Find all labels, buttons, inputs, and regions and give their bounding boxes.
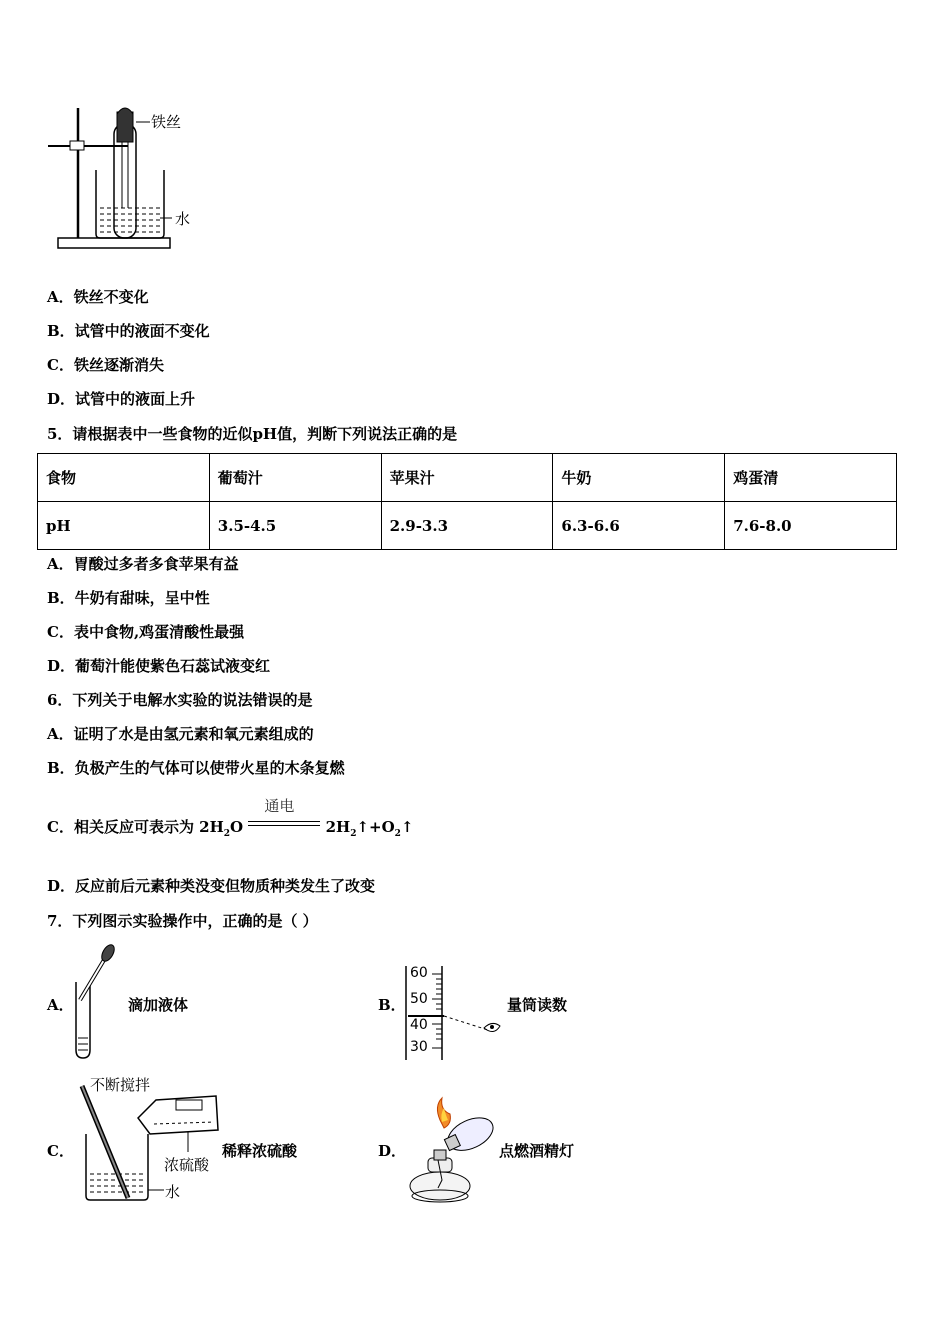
table-cell: 2.9-3.3 bbox=[381, 502, 553, 550]
table-row bbox=[38, 502, 897, 550]
tick-label: 30 bbox=[410, 1039, 428, 1055]
q6-option-d: D．反应前后元素种类没变但物质种类发生了改变 bbox=[47, 877, 376, 895]
q4-option-d: D．试管中的液面上升 bbox=[47, 390, 196, 408]
table-cell: 6.3-6.6 bbox=[553, 502, 725, 550]
q5-stem: 5．请根据表中一些食物的近似pH值，判断下列说法正确的是 bbox=[47, 425, 458, 443]
q4-iron-wire-figure bbox=[40, 100, 210, 255]
q4-option-c: C．铁丝逐渐消失 bbox=[47, 356, 164, 374]
label-keep-stirring: 不断搅拌 bbox=[90, 1076, 151, 1094]
q7-a-figure bbox=[68, 942, 128, 1062]
q7-b-caption: 量筒读数 bbox=[507, 996, 568, 1014]
q6-option-a: A．证明了水是由氢元素和氧元素组成的 bbox=[47, 725, 314, 743]
q5-option-c: C．表中食物,鸡蛋清酸性最强 bbox=[47, 623, 245, 641]
label-iron-wire: 铁丝 bbox=[151, 113, 182, 131]
q4-option-b: B．试管中的液面不变化 bbox=[47, 322, 210, 340]
tick-label: 50 bbox=[410, 991, 428, 1007]
condition-label: 通电 bbox=[264, 797, 295, 815]
q6-option-c bbox=[47, 797, 414, 839]
equation-prefix: C．相关反应可表示为 2H bbox=[47, 818, 224, 836]
reaction-arrow bbox=[248, 797, 320, 835]
table-row bbox=[38, 454, 897, 502]
q5-option-b: B．牛奶有甜味，呈中性 bbox=[47, 589, 210, 607]
q4-option-a: A．铁丝不变化 bbox=[47, 288, 149, 306]
q5-option-a: A．胃酸过多者多食苹果有益 bbox=[47, 555, 239, 573]
q7-a-caption: 滴加液体 bbox=[128, 996, 189, 1014]
q7-d-letter: D． bbox=[378, 1142, 407, 1160]
q7-d-figure bbox=[404, 1096, 504, 1206]
q6-stem: 6．下列关于电解水实验的说法错误的是 bbox=[47, 691, 313, 709]
arrow-up: ↑ bbox=[400, 818, 414, 836]
iron-stand-beaker-illustration bbox=[40, 100, 210, 255]
q7-c-letter: C． bbox=[47, 1142, 74, 1160]
product-o: ↑+O bbox=[356, 818, 395, 836]
tick-label: 60 bbox=[410, 965, 428, 981]
table-cell: 食物 bbox=[38, 454, 210, 502]
table-cell: 牛奶 bbox=[553, 454, 725, 502]
q6-option-b: B．负极产生的气体可以使带火星的木条复燃 bbox=[47, 759, 345, 777]
q7-c-caption: 稀释浓硫酸 bbox=[222, 1142, 298, 1160]
label-water: 水 bbox=[175, 210, 191, 228]
table-cell: pH bbox=[38, 502, 210, 550]
q7-b-figure bbox=[400, 962, 510, 1062]
equation-o: O bbox=[230, 818, 244, 836]
q7-b-letter: B． bbox=[378, 996, 406, 1014]
label-water: 水 bbox=[165, 1183, 181, 1201]
table-cell: 鸡蛋清 bbox=[725, 454, 897, 502]
subscript-2: 2 bbox=[223, 829, 231, 839]
tick-label: 40 bbox=[410, 1017, 428, 1033]
table-cell: 7.6-8.0 bbox=[725, 502, 897, 550]
q5-option-d: D．葡萄汁能使紫色石蕊试液变红 bbox=[47, 657, 271, 675]
subscript-2: 2 bbox=[394, 829, 401, 839]
q7-a-letter: A． bbox=[47, 996, 74, 1014]
q7-stem: 7．下列图示实验操作中，正确的是（ ） bbox=[47, 912, 318, 930]
subscript-2: 2 bbox=[350, 829, 357, 839]
ph-table bbox=[37, 453, 897, 550]
dropper-test-tube-illustration bbox=[68, 942, 128, 1062]
alcohol-lamps-illustration bbox=[404, 1096, 504, 1206]
q7-d-caption: 点燃酒精灯 bbox=[499, 1142, 575, 1160]
table-cell: 葡萄汁 bbox=[209, 454, 381, 502]
q7-c-figure bbox=[72, 1074, 227, 1206]
table-cell: 3.5-4.5 bbox=[209, 502, 381, 550]
label-concentrated-acid: 浓硫酸 bbox=[164, 1156, 210, 1174]
product-h: 2H bbox=[325, 818, 351, 836]
table-cell: 苹果汁 bbox=[381, 454, 553, 502]
